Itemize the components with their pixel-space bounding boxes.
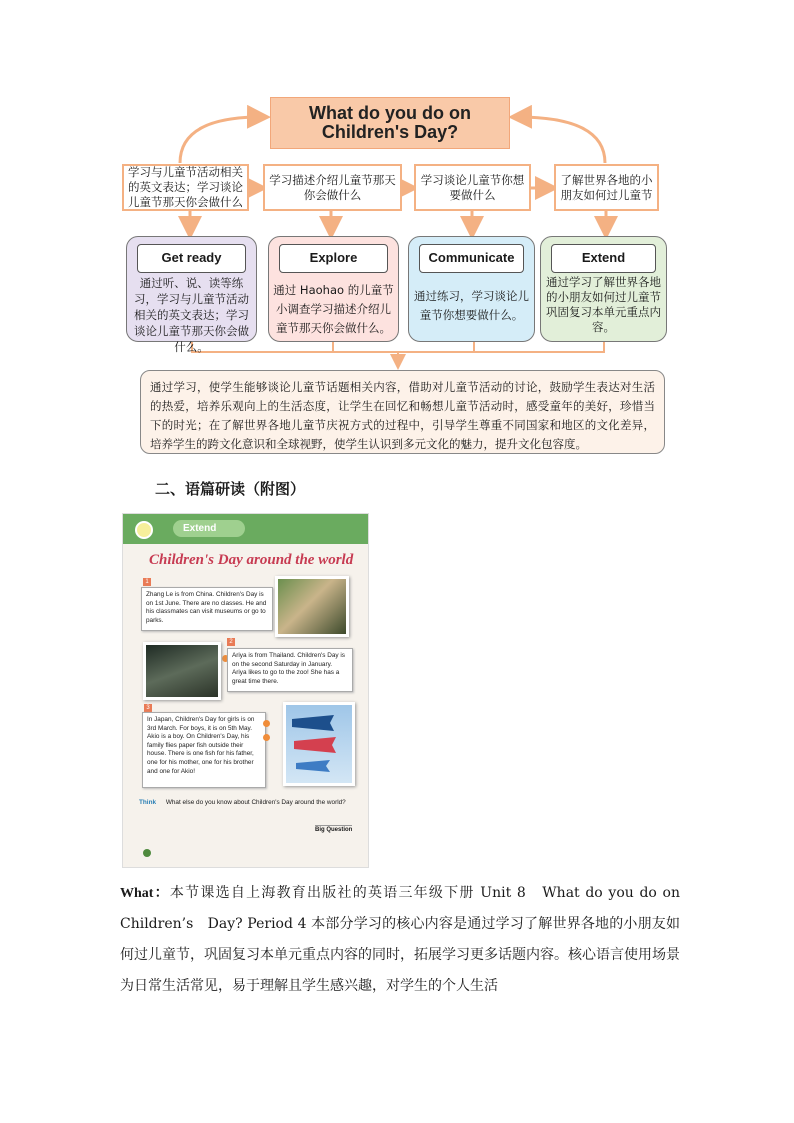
think-text: What else do you know about Children's Day around the world?: [165, 799, 346, 806]
stage-text-communicate: 通过练习，学习谈论儿童节你想要做什么。: [414, 289, 529, 322]
photo-japan-paper-fish: [283, 702, 355, 786]
diagram-title: [270, 97, 510, 149]
stage-label-explore: Explore: [279, 244, 388, 273]
goal-box-3: [414, 164, 531, 211]
card-number-2: 2: [227, 638, 235, 646]
summary-box: [140, 370, 665, 454]
stage-label-communicate: Communicate: [419, 244, 524, 273]
stage-label-get-ready: Get ready: [137, 244, 246, 273]
stage-text-extend: 通过学习了解世界各地的小朋友如何过儿童节巩固复习本单元重点内容。: [546, 275, 661, 334]
card-china: [141, 587, 273, 631]
summary-text: 通过学习，使学生能够谈论儿童节话题相关内容，借助对儿童节活动的讨论，鼓励学生表达对生活的热爱，培养乐观向上的生活态度，让学生在回忆和畅想儿童节活动时，感受童年的美好，珍惜当下的时光；在了解世界各地儿童节庆祝方式的过程中，引导学生尊重不同国家和地区的文化差异，培养学生的跨文化意识和全球视野，使学生认识到多元文化的魅力，提升文化包容度。: [150, 380, 655, 451]
textbook-tab-label: Extend: [173, 520, 245, 537]
highlight-dot: [263, 720, 270, 727]
think-label: Think: [139, 799, 157, 806]
diagram-title-line2: Children's Day?: [321, 122, 459, 142]
goal-text-1: 学习与儿童节活动相关的英文表达；学习谈论儿童节那天你会做什么: [128, 165, 243, 209]
stage-get-ready: [126, 236, 257, 354]
stage-communicate: [408, 236, 535, 342]
stage-extend: [540, 236, 667, 342]
card-thailand-text: Ariya is from Thailand. Children's Day is on the second Saturday in January. Ariya likes to go to the zoo! She has a great time there.: [232, 652, 345, 685]
card-number-3: 3: [144, 704, 152, 712]
goal-box-4: [554, 164, 659, 211]
textbook-heading: Children's Day around the world: [149, 552, 354, 568]
goal-text-3: 学习谈论儿童节你想要做什么: [420, 172, 525, 202]
card-japan-text: In Japan, Children's Day for girls is on 3rd March. For boys, it is on 5th May. Akio is a boy. On Children's Day, his family flies paper fish outside their house. There is one fish for his father, one for his mother, one for his brother and one for Akio!: [147, 716, 255, 775]
photo-thailand-zoo: [143, 642, 221, 700]
stage-text-get-ready: 通过听、说、读等练习，学习与儿童节活动相关的英文表达；学习谈论儿童节那天你会做什么。: [134, 276, 249, 354]
textbook-page-image: [122, 513, 369, 868]
stage-explore: [268, 236, 399, 342]
goal-text-2: 学习描述介绍儿童节那天你会做什么: [269, 172, 396, 202]
think-prompt: [139, 799, 359, 807]
diagram-title-line1: What do you do on: [309, 103, 471, 123]
stage-label-extend: Extend: [551, 244, 656, 273]
stage-text-explore: 通过 Haohao 的儿童节小调查学习描述介绍儿童节那天你会做什么。: [273, 283, 394, 335]
paper-fish-icon: [286, 705, 352, 783]
page-marker-icon: [143, 849, 151, 857]
paragraph-text: 本节课选自上海教育出版社的英语三年级下册 Unit 8 What do you do on Children’s Day? Period 4 本部分学习的核心内容是通过学习了解世界各地的小朋友如何过儿童节，巩固复习本单元重点内容的同时，拓展学习更多话题内容。核心语言使用场景为日常生活常见，易于理解且学生感兴趣，对学生的个人生活: [120, 885, 680, 994]
card-japan: [142, 712, 266, 788]
analysis-paragraph: [120, 878, 680, 1002]
goal-box-1: [122, 164, 249, 211]
goal-text-4: 了解世界各地的小朋友如何过儿童节: [560, 172, 653, 202]
highlight-dot: [263, 734, 270, 741]
big-question-label: Big Question: [315, 827, 353, 833]
card-number-1: 1: [143, 578, 151, 586]
unit-badge-icon: [135, 521, 153, 539]
card-china-text: Zhang Le is from China. Children's Day is on 1st June. There are no classes. He and his classmates can visit museums or go to parks.: [146, 591, 267, 624]
textbook-topbar: [123, 514, 368, 544]
section-heading: 二、语篇研读（附图）: [155, 480, 306, 498]
card-thailand: [227, 648, 353, 692]
goal-box-2: [263, 164, 402, 211]
photo-china-children: [275, 576, 349, 637]
paragraph-label: What：: [120, 886, 170, 901]
